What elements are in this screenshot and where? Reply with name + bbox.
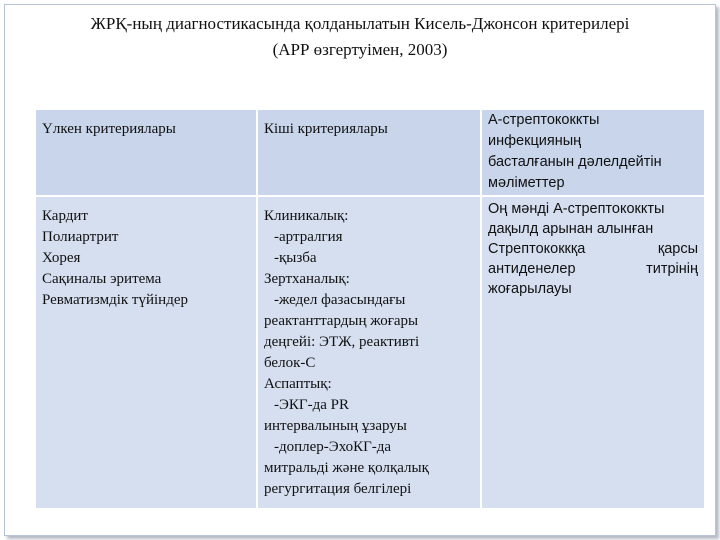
major-criteria-cell [36, 197, 256, 508]
minor-item: -жедел фазасындағы [274, 292, 406, 308]
strep-item: антиденелер титрінің [488, 261, 698, 277]
major-item: Кардит [42, 208, 88, 224]
minor-item: -доплер-ЭхоКГ-да [274, 439, 392, 455]
strep-item: Оң мәнді А-стрептококкты [488, 201, 665, 217]
header-strep-line: басталғанын дәлелдейтін [488, 154, 662, 170]
strep-item: Стрептококкқа қарсы [488, 241, 698, 257]
header-major-label: Үлкен критериялары [42, 121, 176, 137]
major-item: Полиартрит [42, 229, 119, 245]
minor-item: белок-С [264, 355, 316, 371]
minor-criteria-cell [258, 197, 480, 508]
minor-item: -қызба [274, 250, 317, 266]
criteria-table [36, 110, 704, 508]
minor-item: деңгейі: ЭТЖ, реактивті [264, 334, 420, 350]
major-item: Ревматизмдік түйіндер [42, 292, 188, 308]
minor-item: регургитация белгілері [264, 481, 412, 497]
minor-item: митральді және қолқалық [264, 460, 429, 476]
strep-item: дақылд арынан алынған [488, 221, 654, 237]
slide-title: ЖРҚ-ның диагностикасында қолданылатын Кисель-Джонсон критерилері [90, 14, 630, 33]
minor-item: -ЭКГ-да PR [274, 397, 349, 413]
header-strep-line: А-стрептококкты [488, 112, 600, 128]
header-strep-evidence [482, 110, 704, 195]
slide-subtitle: (АРР өзгертуімен, 2003) [272, 40, 448, 59]
header-strep-line: инфекцияның [488, 133, 582, 149]
header-minor-label: Кіші критериялары [264, 121, 388, 137]
minor-item: -артралгия [274, 229, 343, 245]
major-item: Хорея [42, 250, 81, 266]
header-strep-line: мәліметтер [488, 175, 565, 191]
major-item: Сақиналы эритема [42, 271, 162, 287]
minor-item: Зертханалық: [264, 271, 350, 287]
strep-item: жоғарылауы [488, 281, 572, 297]
header-major-criteria [36, 110, 256, 195]
minor-item: интервалының ұзаруы [264, 418, 407, 434]
header-minor-criteria [258, 110, 480, 195]
minor-item: реактанттардың жоғары [264, 313, 419, 329]
minor-item: Аспаптық: [264, 376, 332, 392]
minor-item: Клиникалық: [264, 208, 349, 224]
strep-evidence-cell [482, 197, 704, 508]
